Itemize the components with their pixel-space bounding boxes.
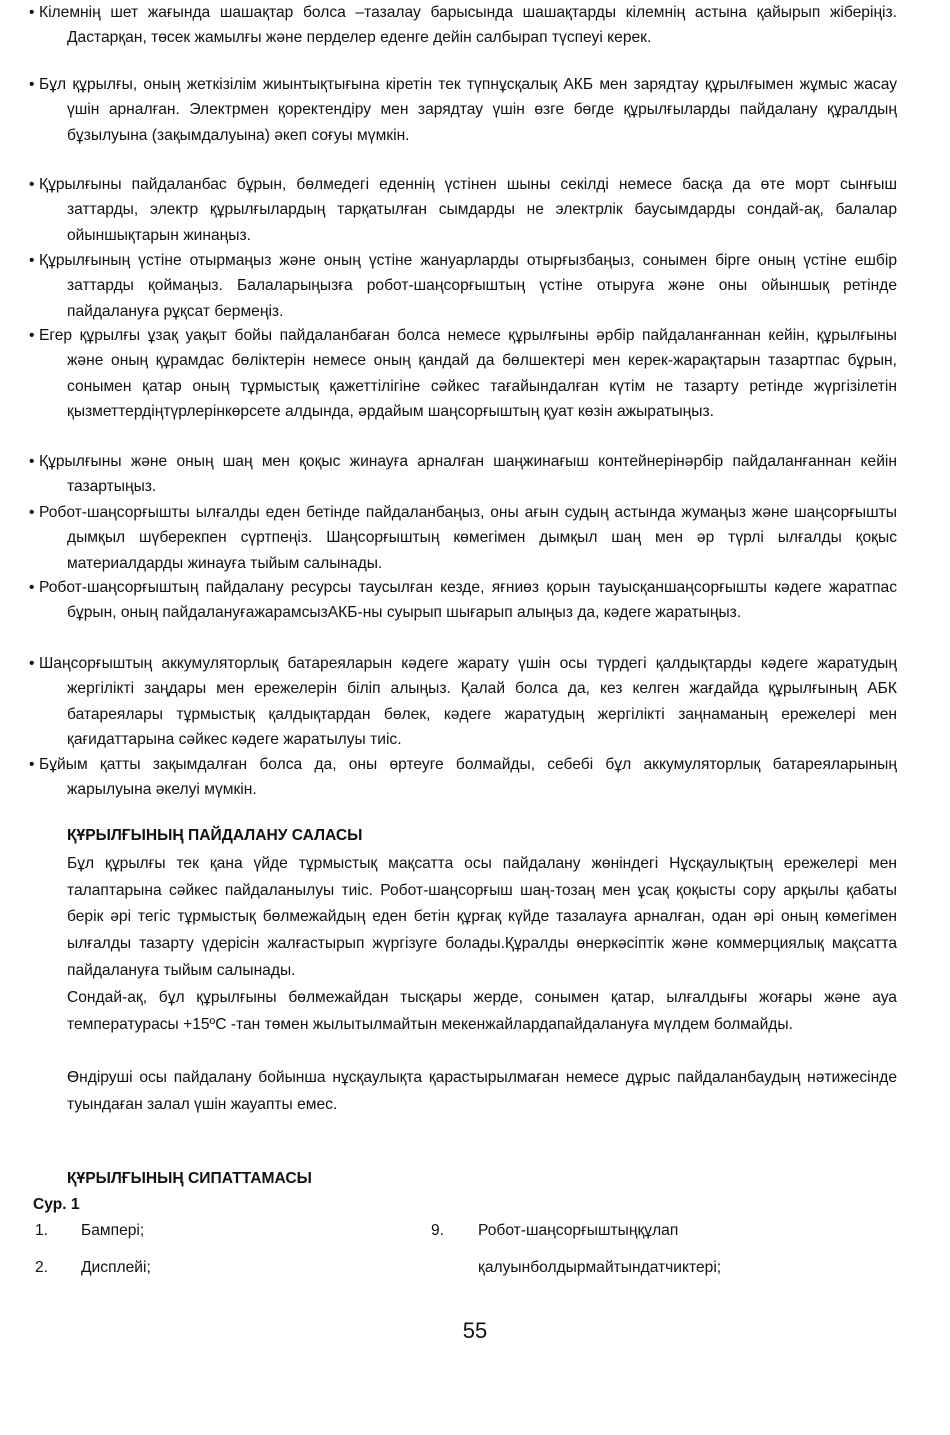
bullet-text: Құрылғыны пайдаланбас бұрын, бөлмедегі еденнің үстінен шыны секілді немесе басқа да өте морт сынғыш заттарды, электр құрылғылардың тарқатылған сымдарды не электрлік баусымдарды сондай-ақ, балалар ойыншықтарын жинаңыз. — [39, 176, 897, 244]
list-item-label: Робот-шаңсорғыштыңқұлап — [478, 1222, 679, 1239]
list-item-number: 1. — [35, 1222, 49, 1239]
list-item-number: 2. — [35, 1259, 49, 1276]
page-number: 55 — [462, 1318, 488, 1343]
usage-paragraph-2: Сондай-ақ, бұл құрылғыны бөлмежайдан тысқары жерде, сонымен қатар, ылғалдығы жоғары және ауа температурасы +15ºС -тан төмен жылытылмайтын мекенжайлардапайдалануға мүлдем болмайды. — [67, 989, 897, 1033]
bullet-text: Бұйым қатты зақымдалған болса да, оны өртеуге болмайды, себебі бұл аккумуляторлық батареяларының жарылуына әкелуі мүмкін. — [39, 756, 897, 799]
bullet-item — [29, 575, 897, 626]
bullet-text: Кілемнің шет жағында шашақтар болса –тазалау барысында шашақтарды кілемнің астына қайырып жіберіңіз. Дастарқан, төсек жамылғы және перделер еденге дейін салбырап түспеуі керек. — [39, 4, 897, 47]
section-heading-description: ҚҰРЫЛҒЫНЫҢ СИПАТТАМАСЫ — [67, 1170, 312, 1187]
bullet-text: Бұл құрылғы, оның жеткізілім жиынтықтығына кіретін тек түпнұсқалық АКБ мен зарядтау құрылғымен жұмыс жасау үшін арналған. Электрмен қоректендіру мен зарядтау үшін өзге бөгде құрылғыларды пайдалану құралдың бұзылуына (зақымдалуына) әкеп соғуы мүмкін. — [39, 76, 897, 144]
bullet-text: Шаңсорғыштың аккумуляторлық батареяларын кәдеге жарату үшін осы түрдегі қалдықтарды кәдеге жаратудың жергілікті заңдары мен ережелерін біліп алыңыз. Қалай болса да, кез келген жағдайда құрылғының АБК батареялары тұрмыстық қалдықтардан бөлек, кәдеге жаратудың жергілікті заңнаманың ережелері мен қағидаттарына сәйкес кәдеге жаратылуы тиіс. — [39, 655, 897, 748]
figure-label: Сур. 1 — [33, 1196, 80, 1213]
section-heading-usage: ҚҰРЫЛҒЫНЫҢ ПАЙДАЛАНУ САЛАСЫ — [67, 827, 363, 844]
bullet-dot: • — [29, 4, 35, 21]
bullet-dot: • — [29, 252, 35, 269]
list-item-label: Дисплейі; — [81, 1259, 151, 1276]
bullet-dot: • — [29, 655, 35, 672]
bullet-text: Егер құрылғы ұзақ уақыт бойы пайдаланбаған болса немесе құрылғыны әрбір пайдаланғаннан кейін, құрылғыны және оның құрамдас бөліктерін немесе оның қандай да бөлшектері мен керек-жарақтарын тазартпас бұрын, сонымен қатар оның тұрмыстық қажеттілігіне сәйкес тағайындалған күтім не тазарту ретінде жүргізілетін қызметтердіңтүрлерінкөрсете алдында, әрдайым шаңсорғыштың қуат көзін ажыратыңыз. — [39, 327, 897, 420]
bullet-text: Құрылғының үстіне отырмаңыз және оның үстіне жануарларды отырғызбаңыз, сонымен бірге оның үстіне ешбір заттарды қоймаңыз. Балаларыңызға робот-шаңсорғыштың үстіне отыруға және оны ойыншық ретінде пайдалануға рұқсат бермеңіз. — [39, 252, 897, 320]
bullet-item — [29, 651, 897, 752]
bullet-dot: • — [29, 76, 35, 93]
bullet-dot: • — [29, 504, 35, 521]
bullet-item — [29, 172, 897, 248]
bullet-dot: • — [29, 453, 35, 470]
bullet-dot: • — [29, 327, 35, 344]
bullet-item — [29, 500, 897, 576]
bullet-text: Робот-шаңсорғышты ылғалды еден бетінде пайдаланбаңыз, оны ағын судың астында жумаңыз және шаңсорғышты дымқыл шүберекпен сүртпеңіз. Шаңсорғыштың көмегімен дымқыл шаң мен әр түрлі ылғалды қоқыс материалдарды жинауға тыйым салынады. — [39, 504, 897, 572]
bullet-item — [29, 72, 897, 148]
usage-paragraph-3: Өндіруші осы пайдалану бойынша нұсқаулықта қарастырылмаған немесе дұрыс пайдаланбаудың нәтижесінде туындаған залал үшін жауапты емес. — [67, 1069, 897, 1113]
bullet-item — [29, 248, 897, 324]
bullet-item — [29, 449, 897, 500]
list-item-label: Бампері; — [81, 1222, 145, 1239]
bullet-text: Құрылғыны және оның шаң мен қоқыс жинауға арналған шаңжинағыш контейнерінәрбір пайдаланғаннан кейін тазартыңыз. — [39, 453, 897, 496]
list-item-number: 9. — [431, 1222, 445, 1239]
bullet-dot: • — [29, 756, 35, 773]
bullet-text: Робот-шаңсорғыштың пайдалану ресурсы таусылған кезде, яғниөз қорын тауысқаншаңсорғышты кәдеге жаратпас бұрын, оның пайдалануғажарамсызАКБ-ны суырып шығарып алыңыз да, кәдеге жаратыңыз. — [39, 579, 897, 622]
list-item-label: қалуынболдырмайтындатчиктері; — [478, 1259, 722, 1276]
bullet-dot: • — [29, 176, 35, 193]
bullet-dot: • — [29, 579, 35, 596]
bullet-item — [29, 752, 897, 803]
bullet-item — [29, 323, 897, 424]
bullet-item — [29, 0, 897, 51]
usage-paragraph-1: Бұл құрылғы тек қана үйде тұрмыстық мақсатта осы пайдалану жөніндегі Нұсқаулықтың ережелері мен талаптарына сәйкес пайдаланылуы тиіс. Робот-шаңсорғыш шаң-тозаң мен ұсақ қоқысты сору арқылы қабаты берік әрі тегіс тұрмыстық бөлмежайдың еден бетін құрғақ күйде тазалауға арналған, одан әрі оның көмегімен ылғалды тазарту үдерісін жалғастырып жүргізуге болады.Құралды өнеркәсіптік және коммерциялық мақсатта пайдалануға тыйым салынады. — [67, 855, 897, 979]
